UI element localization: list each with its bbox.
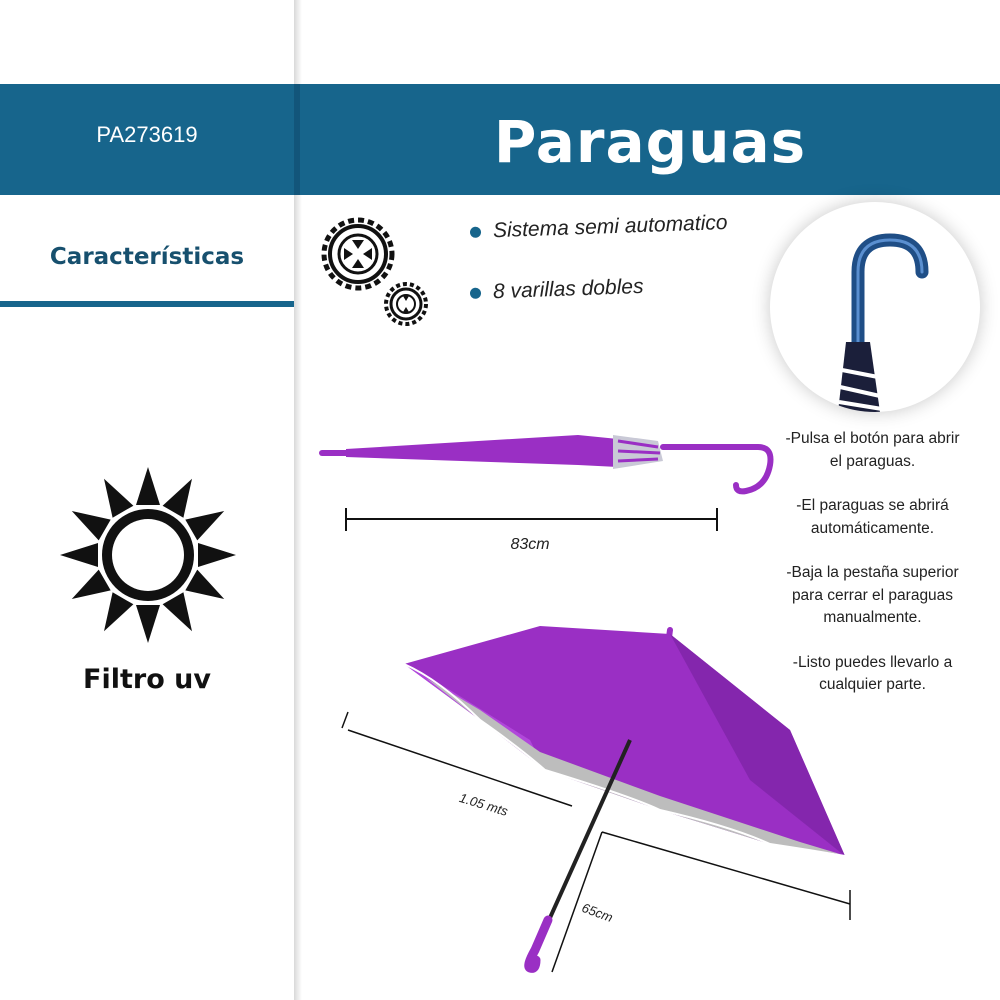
feature-text: Sistema semi automatico xyxy=(492,211,728,243)
feature-item-ribs xyxy=(470,275,644,305)
bullet-icon xyxy=(470,226,481,237)
sun-icon xyxy=(58,465,238,645)
page-title: Paraguas xyxy=(493,108,807,176)
closed-length-dimension xyxy=(340,505,725,535)
gears-icon xyxy=(318,214,433,329)
instruction-step: -Baja la pestaña superior para cerrar el paraguas manualmente. xyxy=(786,564,959,626)
closed-length-label: 83cm xyxy=(510,536,550,553)
open-diameter-label: 1.05 mts xyxy=(457,790,510,819)
uv-filter-label: Filtro uv xyxy=(83,664,211,695)
feature-text: 8 varillas dobles xyxy=(492,274,644,304)
instruction-step: -El paraguas se abrirá automáticamente. xyxy=(796,497,949,537)
features-heading: Características xyxy=(49,244,245,270)
instruction-step: -Pulsa el botón para abrir el paraguas. xyxy=(785,430,960,470)
product-code: PA273619 xyxy=(96,122,198,147)
handle-closeup-illustration xyxy=(770,202,980,412)
instruction-step: -Listo puedes llevarlo a cualquier parte. xyxy=(792,653,953,693)
features-underline xyxy=(0,301,294,307)
bullet-icon xyxy=(470,287,481,298)
height-label: 65cm xyxy=(579,900,615,925)
open-umbrella-illustration xyxy=(330,620,870,990)
closed-umbrella-illustration xyxy=(318,425,778,505)
handle-detail-image xyxy=(770,202,980,412)
feature-item-semi-auto xyxy=(470,211,728,244)
